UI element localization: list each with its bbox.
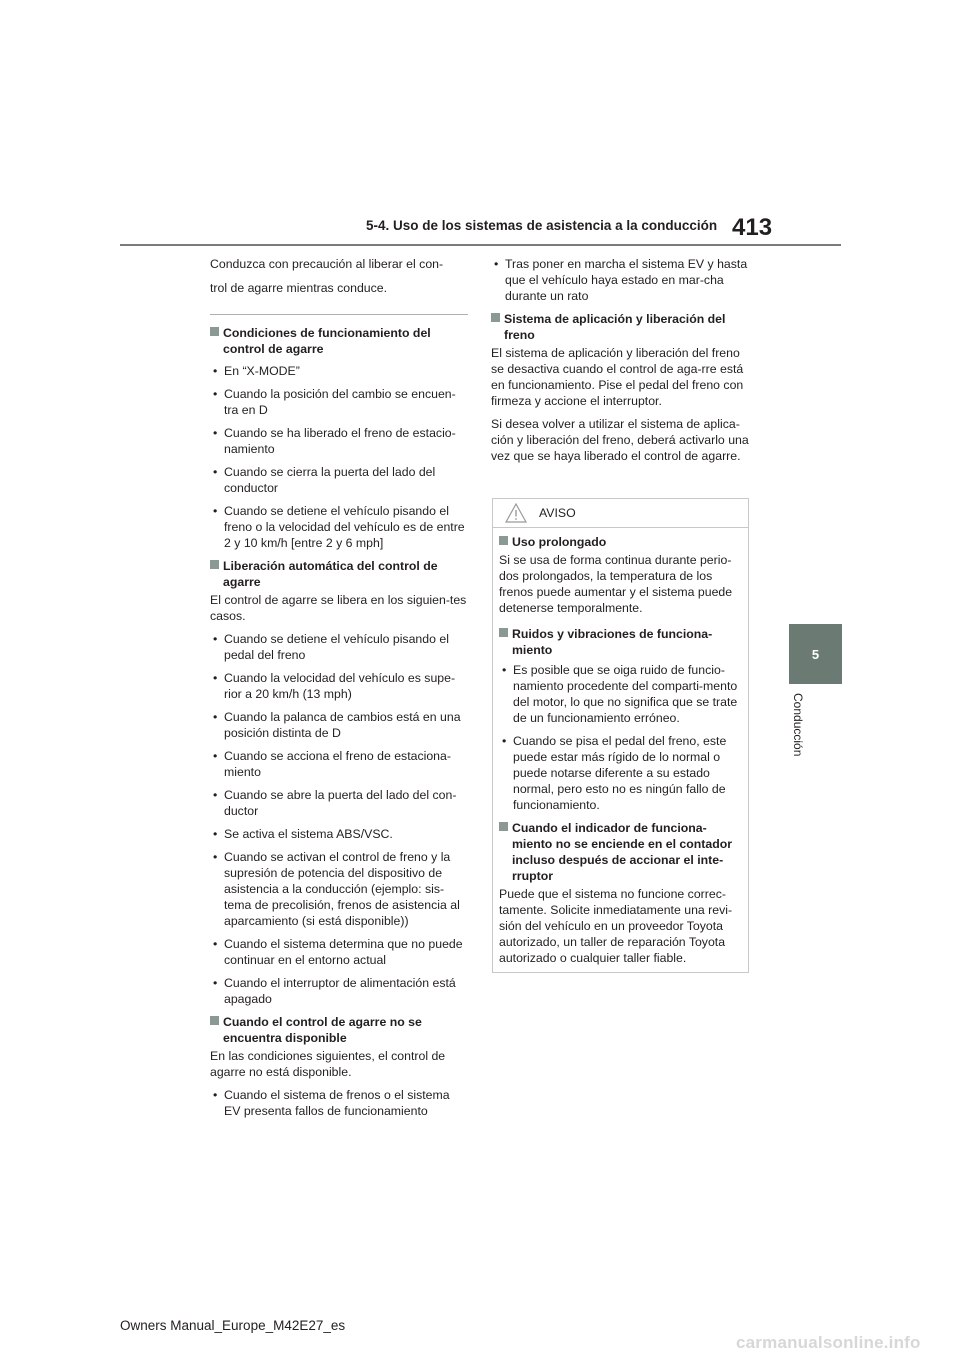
warning-text: Si se usa de forma continua durante perio-dos prolongados, la temperatura de los frenos puede aumentar y el sistema puede detenerse temporalmente. [499, 553, 733, 615]
warning-body [493, 528, 748, 966]
section-text: El sistema de aplicación y liberación del freno se desactiva cuando el control de aga-rre está en funcionamiento. Pise el pedal del freno con firmeza y accione el interruptor. [491, 346, 744, 408]
list-item: • Cuando se detiene el vehículo pisando el pedal del freno [213, 632, 449, 662]
list-item: • Cuando se ha liberado el freno de estacio-namiento [213, 426, 456, 456]
list-item: • Se activa el sistema ABS/VSC. [213, 827, 393, 841]
list-item: • Cuando el sistema determina que no puede continuar en el entorno actual [213, 937, 463, 967]
list-item: • Cuando se activan el control de freno y la supresión de potencia del dispositivo de asistencia a la conducción (ejemplo: sis-tema de precolisión, frenos de asistencia al aparcamiento (si está disponible)) [213, 850, 460, 928]
section-text: Si desea volver a utilizar el sistema de aplica-ción y liberación del freno, deberá activarlo una vez que se haya liberado el control de agarre. [491, 417, 749, 463]
section-title: 5-4. Uso de los sistemas de asistencia a la conducción [366, 218, 718, 233]
bullet-list [210, 631, 468, 1007]
list-item: • Cuando la posición del cambio se encuen-tra en D [213, 387, 456, 417]
bullet-list [210, 1087, 468, 1119]
square-bullet-icon [499, 628, 508, 637]
list-item: • Cuando se abre la puerta del lado del con-ductor [213, 788, 457, 818]
section-text: En las condiciones siguientes, el control de agarre no está disponible. [210, 1049, 446, 1079]
intro-line-1: Conduzca con precaución al liberar el con- [210, 257, 444, 271]
bullet-list [491, 256, 749, 304]
chapter-label: Conducción [791, 693, 805, 757]
bullet-list [210, 363, 468, 551]
section-heading: Liberación automática del control de agarre [210, 558, 468, 590]
left-column [210, 256, 468, 1126]
square-bullet-icon [499, 536, 508, 545]
chapter-number: 5 [811, 646, 820, 662]
warning-header [493, 499, 748, 528]
section-heading: Sistema de aplicación y liberación del freno [491, 311, 749, 343]
square-bullet-icon [210, 1016, 219, 1025]
warning-text: Puede que el sistema no funcione correc-tamente. Solicite inmediatamente una revi-sión del vehículo en un proveedor Toyota autorizado, un taller de reparación Toyota autorizado o cualquier taller fiable. [499, 887, 733, 965]
list-item: • Cuando se detiene el vehículo pisando el freno o la velocidad del vehículo es de entre 2 y 10 km/h [entre 2 y 6 mph] [213, 504, 465, 550]
section-divider [210, 314, 468, 315]
warning-box [492, 498, 749, 973]
list-item: • En “X-MODE” [213, 364, 300, 378]
chapter-tab [789, 624, 842, 684]
square-bullet-icon [499, 822, 508, 831]
list-item: • Cuando el interruptor de alimentación está apagado [213, 976, 456, 1006]
right-column [491, 256, 749, 471]
list-item: • Cuando la palanca de cambios está en una posición distinta de D [213, 710, 461, 740]
warning-triangle-icon [505, 503, 527, 523]
watermark: carmanualsonline.info [736, 1333, 921, 1352]
bullet-list [499, 662, 742, 813]
section-text: El control de agarre se libera en los siguien-tes casos. [210, 593, 467, 623]
list-item: • Cuando se acciona el freno de estaciona-miento [213, 749, 451, 779]
square-bullet-icon [210, 560, 219, 569]
square-bullet-icon [210, 327, 219, 336]
list-item: • Cuando se cierra la puerta del lado del conductor [213, 465, 436, 495]
section-heading: Cuando el control de agarre no se encuentra disponible [210, 1014, 468, 1046]
list-item: • Es posible que se oiga ruido de funcio-namiento procedente del comparti-mento del motor, lo que no significa que se trate de un funcionamiento erróneo. [502, 663, 738, 725]
header-rule [120, 244, 841, 246]
square-bullet-icon [491, 313, 500, 322]
section-heading: Condiciones de funcionamiento del control de agarre [210, 325, 468, 357]
page-number: 413 [732, 214, 773, 241]
list-item: • Cuando se pisa el pedal del freno, este puede estar más rígido de lo normal o puede notarse diferente a su estado normal, pero esto no es ningún fallo de funcionamiento. [502, 734, 727, 812]
warning-label: AVISO [539, 506, 576, 520]
list-item: • Cuando el sistema de frenos o el sistema EV presenta fallos de funcionamiento [213, 1088, 450, 1118]
warning-heading: Ruidos y vibraciones de funciona-miento [499, 626, 742, 658]
footer-text: Owners Manual_Europe_M42E27_es [120, 1318, 346, 1333]
list-item: • Tras poner en marcha el sistema EV y hasta que el vehículo haya estado en mar-cha durante un rato [494, 257, 748, 303]
warning-heading: Cuando el indicador de funciona-miento no se enciende en el contador incluso después de accionar el inte-rruptor [499, 820, 742, 884]
list-item: • Cuando la velocidad del vehículo es supe-rior a 20 km/h (13 mph) [213, 671, 456, 701]
warning-heading: Uso prolongado [499, 534, 742, 550]
intro-line-2: trol de agarre mientras conduce. [210, 281, 388, 295]
